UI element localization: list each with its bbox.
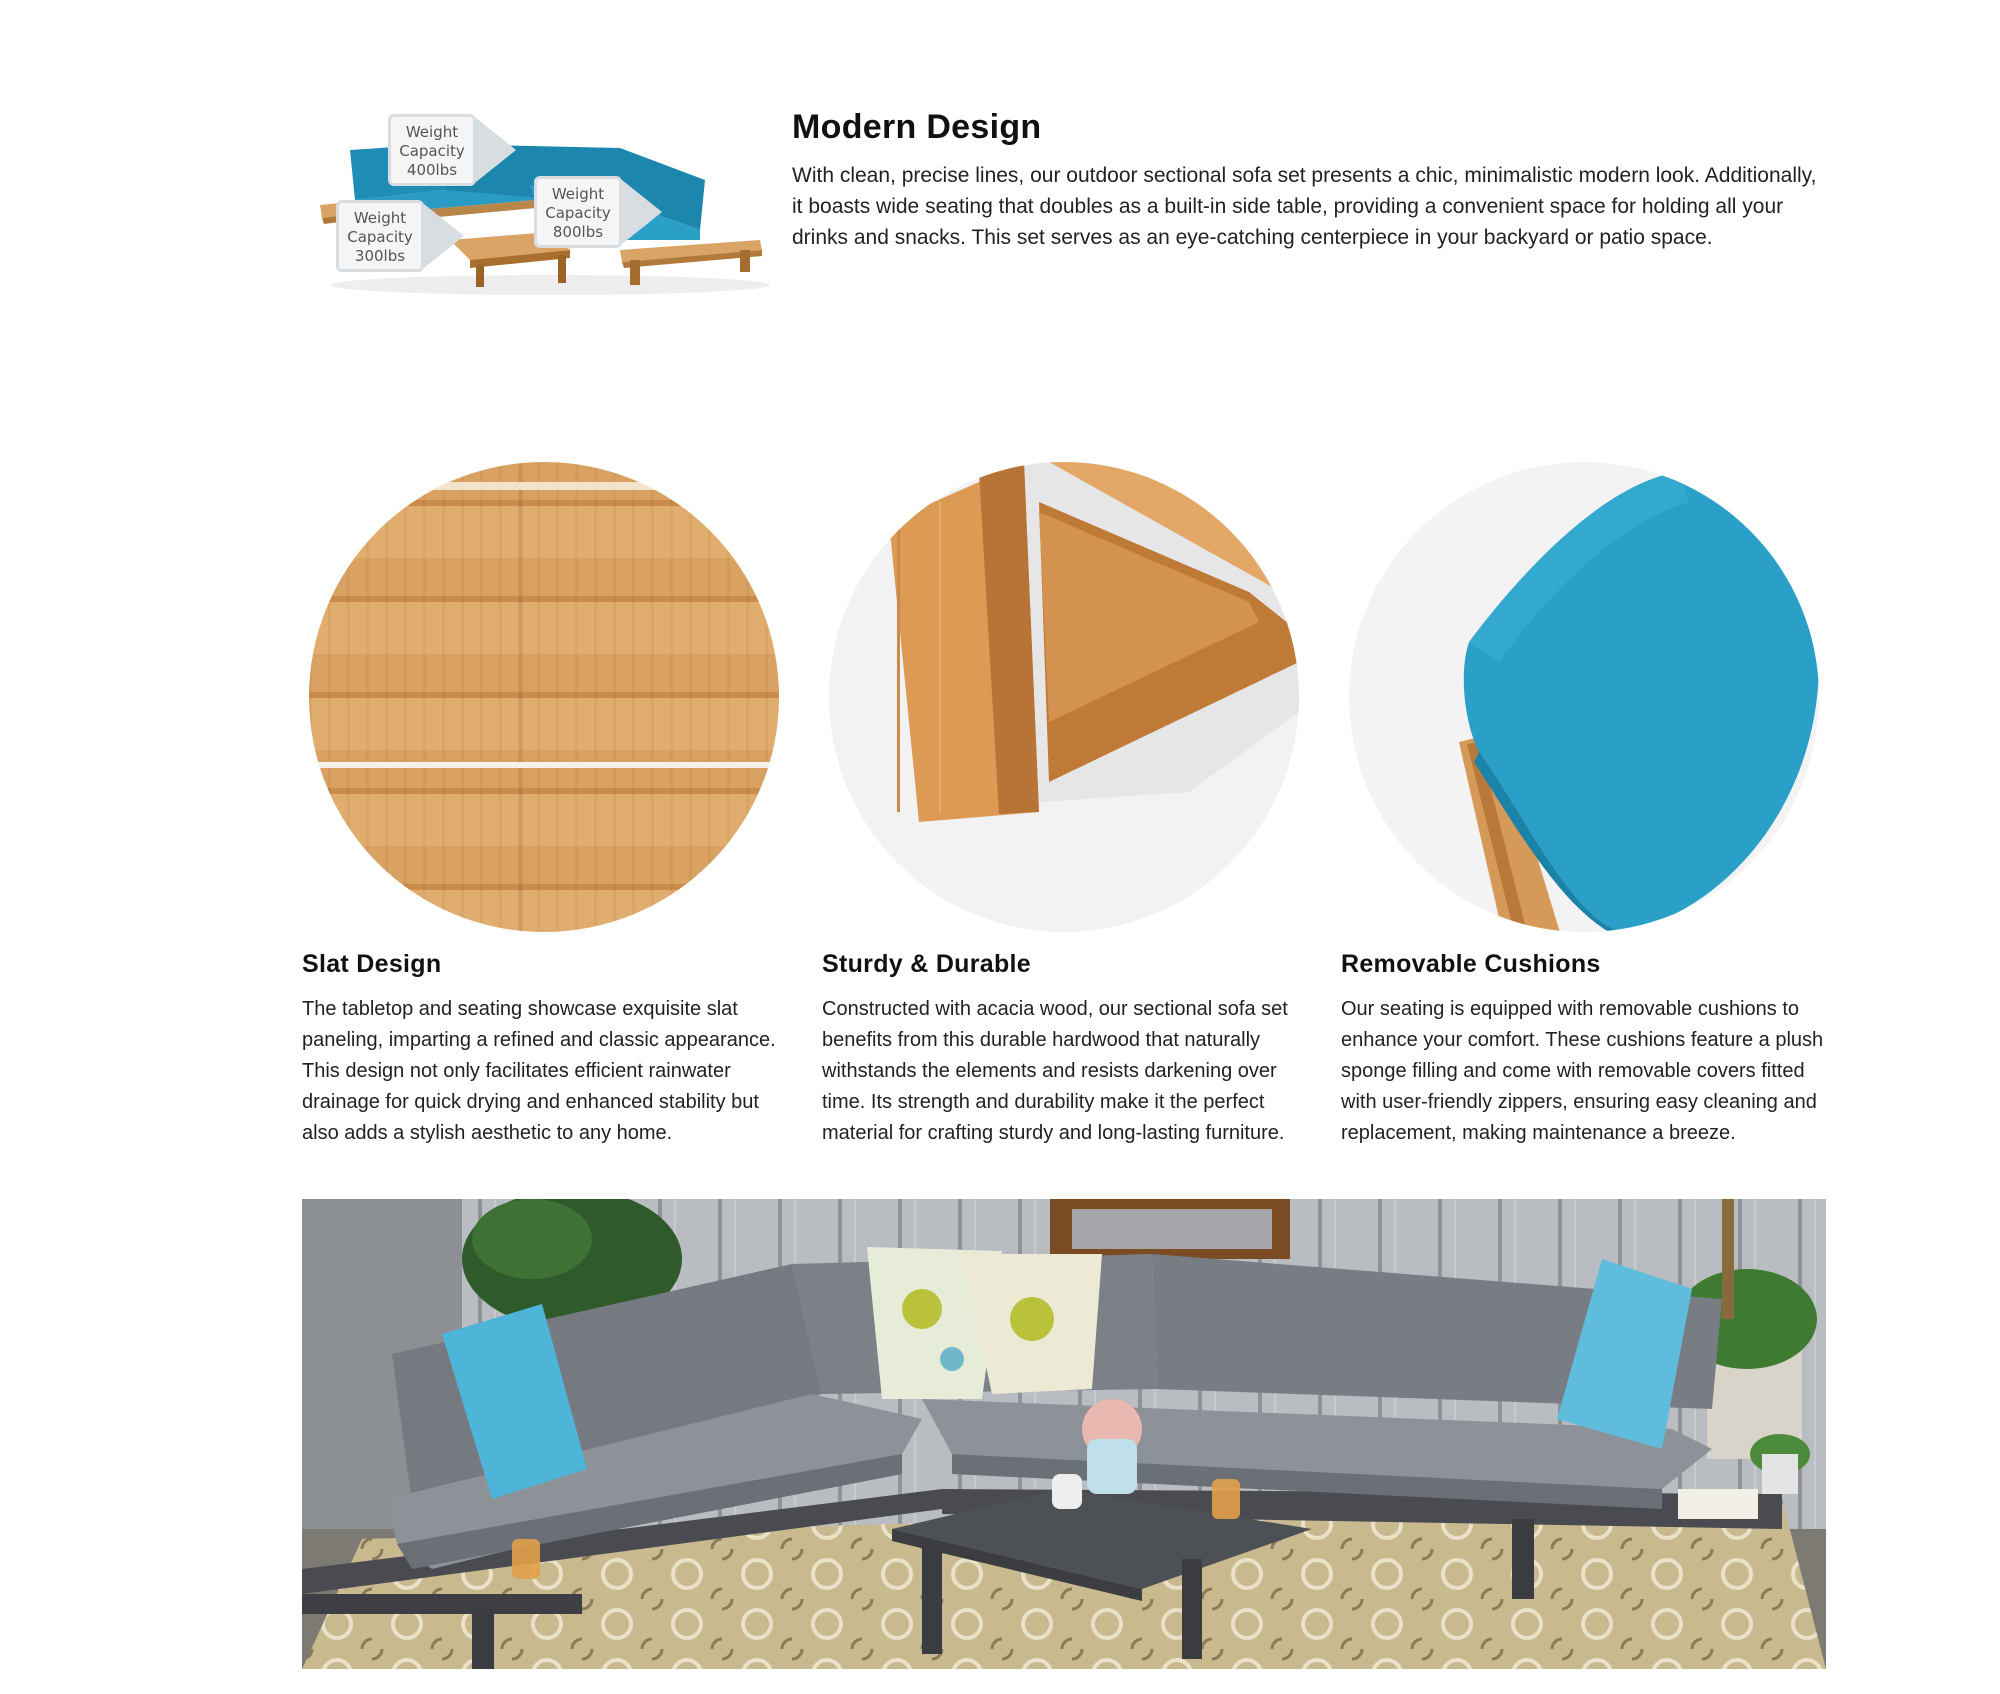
weight-capacity-tag-800 (534, 176, 622, 248)
cushion-closeup-image (1349, 462, 1819, 932)
tag-arrow (476, 118, 516, 182)
weight-capacity-tag-300 (336, 200, 424, 272)
tag-arrow (622, 180, 662, 244)
acacia-leg-closeup-image (829, 462, 1299, 932)
slat-design-heading: Slat Design (302, 950, 442, 978)
tag-line: 300lbs (354, 247, 406, 265)
tag-line: Weight (551, 185, 605, 203)
tag-line: Capacity (347, 228, 413, 246)
sofa-weight-capacity-image (300, 100, 780, 300)
slat-design-description: The tabletop and seating showcase exquisite slat paneling, imparting a refined and classic appearance. This design not only facilitates efficient rainwater drainage for quick drying and enhanced stability but also adds a stylish aesthetic to any home. (302, 998, 776, 1144)
modern-design-description: With clean, precise lines, our outdoor sectional sofa set presents a chic, minimalistic modern look. Additionally, it boasts wide seating that doubles as a built-in side table, providing a convenient space for holding all your drinks and snacks. This set serves as an eye-catching centerpiece in your backyard or patio space. (792, 164, 1817, 249)
tag-arrow (424, 204, 464, 268)
tag-line: Weight (353, 209, 407, 227)
weight-capacity-tag-400 (388, 114, 476, 186)
sectional-sofa-lifestyle-image (302, 1199, 1826, 1669)
patio-scene-illustration (302, 1199, 1826, 1669)
sturdy-durable-description: Constructed with acacia wood, our sectional sofa set benefits from this durable hardwood that naturally withstands the elements and resists darkening over time. Its strength and durability make it the perfect material for crafting sturdy and long-lasting furniture. (822, 998, 1288, 1144)
removable-cushions-heading: Removable Cushions (1341, 950, 1601, 978)
cushion-illustration (1349, 462, 1819, 932)
tag-line: 400lbs (406, 161, 458, 179)
tag-line: 800lbs (552, 223, 604, 241)
modern-design-heading: Modern Design (792, 108, 1042, 146)
tag-line: Capacity (399, 142, 465, 160)
slat-wood-closeup-image (309, 462, 779, 932)
removable-cushions-description: Our seating is equipped with removable cushions to enhance your comfort. These cushions feature a plush sponge filling and come with removable covers fitted with user-friendly zippers, ensuring easy cleaning and replacement, making maintenance a breeze. (1341, 998, 1824, 1144)
sturdy-durable-heading: Sturdy & Durable (822, 950, 1031, 978)
wood-frame-illustration (829, 462, 1299, 932)
tag-line: Weight (405, 123, 459, 141)
tag-line: Capacity (545, 204, 611, 222)
